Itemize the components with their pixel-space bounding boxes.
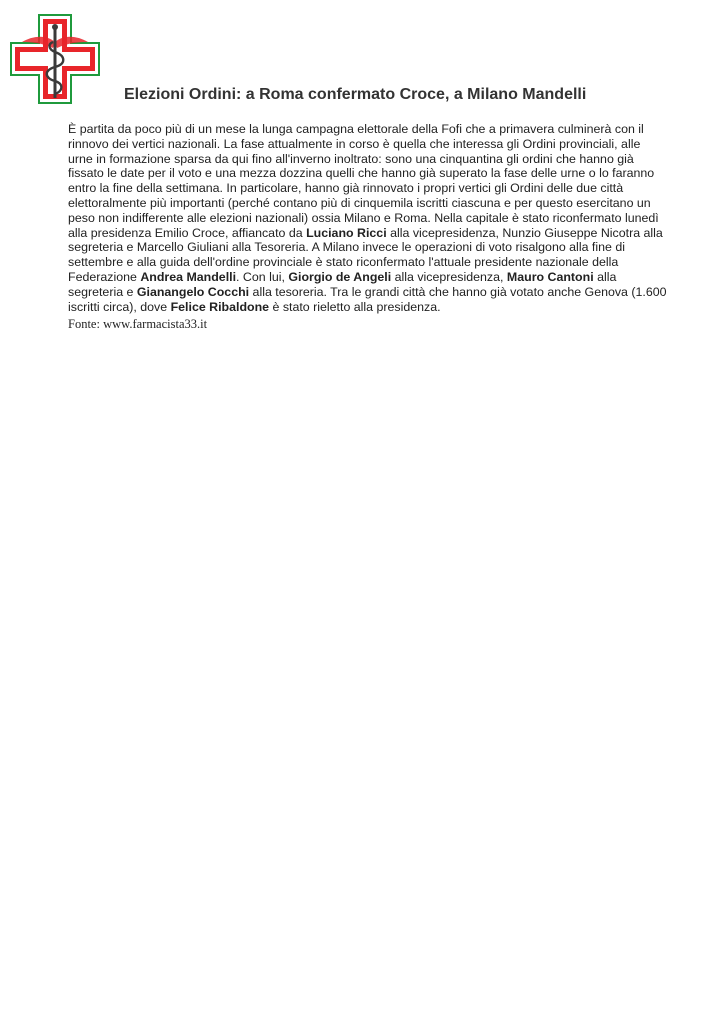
article-title: Elezioni Ordini: a Roma confermato Croce, a Milano Mandelli <box>124 86 587 103</box>
pharmacy-cross-caduceus-icon <box>8 12 102 106</box>
body-text: è stato rieletto alla presidenza. <box>269 299 441 314</box>
person-name: Andrea Mandelli <box>140 269 237 284</box>
source-credit: Fonte: www.farmacista33.it <box>68 317 208 331</box>
person-name: Felice Ribaldone <box>170 299 270 314</box>
article-body <box>68 122 668 314</box>
body-text: alla vicepresidenza, Nunzio Giuseppe Nicotra alla segreteria e Marcello Giuliani alla Tesoreria. A Milano invece le operazioni di voto risalgono alla fine di settembre e alla guida dell'ordine provinciale è stato riconfermato l'attuale presidente nazionale della Federazione <box>68 225 663 284</box>
person-name: Mauro Cantoni <box>506 269 594 284</box>
person-name: Giorgio de Angeli <box>288 269 392 284</box>
person-name: Gianangelo Cocchi <box>136 284 250 299</box>
body-text: . Con lui, <box>236 269 289 284</box>
body-text: alla segreteria e <box>68 269 617 299</box>
person-name: Luciano Ricci <box>306 225 387 240</box>
body-text: È partita da poco più di un mese la lunga campagna elettorale della Fofi che a primavera culminerà con il rinnovo dei vertici nazionali. La fase attualmente in corso è quella che interessa gli Ordini provinciali, alle urne in formazione sparsa da qui fino all'inverno inoltrato: sono una cinquantina gli ordini che hanno già fissato le date per il voto e una mezza dozzina quelli che hanno già superato la fase delle urne o lo faranno entro la fine della settimana. In particolare, hanno già rinnovato i propri vertici gli Ordini delle due città elettoralmente più importanti (perché contano più di cinquemila iscritti ciascuna e per questo esercitano un peso non indifferente alle elezioni nazionali) ossia Milano e Roma. Nella capitale è stato riconfermato lunedì alla presidenza Emilio Croce, affiancato da <box>68 122 659 240</box>
body-text: alla tesoreria. Tra le grandi città che hanno già votato anche Genova (1.600 iscritti circa), dove <box>68 284 667 314</box>
body-text: alla vicepresidenza, <box>391 269 507 284</box>
